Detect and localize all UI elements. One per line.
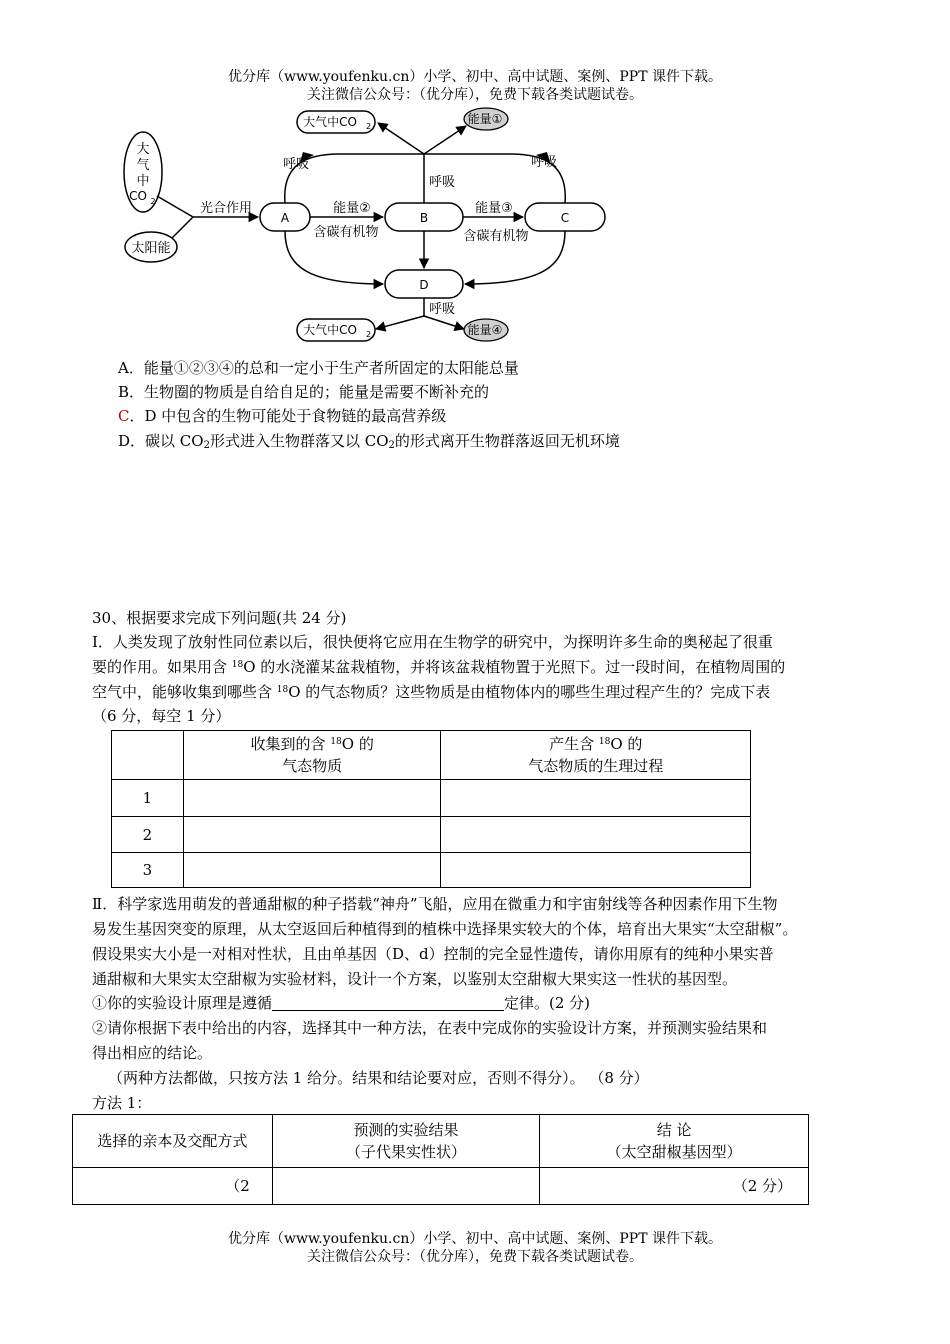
option-d-mid: 形式进入生物群落又以 CO xyxy=(209,432,389,450)
table2-header-result xyxy=(272,1115,540,1168)
table-18o xyxy=(111,730,751,888)
q30-part1-line2-sup: 18 xyxy=(231,660,244,670)
table2-header-result-line1: 预测的实验结果 xyxy=(353,1121,459,1139)
header-line-2: 关注微信公众号：（优分库），免费下载各类试题试卷。 xyxy=(307,87,643,103)
sun-label: 太阳能 xyxy=(131,241,171,256)
energy3-label: 能量③ xyxy=(475,201,513,216)
option-b: B．生物圈的物质是自给自足的；能量是需要不断补充的 xyxy=(118,383,490,401)
resp-center-label: 呼吸 xyxy=(428,175,456,190)
table1-col1-post: O 的 xyxy=(341,735,374,753)
table-row xyxy=(112,780,751,817)
q30-part1-line1: Ⅰ．人类发现了放射性同位素以后，很快便将它应用在生物学的研究中，为探明许多生命的奥秘起了很重 xyxy=(92,633,773,651)
table2-header-conclusion xyxy=(540,1115,809,1168)
table1-col1-pre: 收集到的含 xyxy=(250,735,331,753)
energy4-label: 能量④ xyxy=(467,323,503,337)
table1-row-number: 1 xyxy=(112,780,184,817)
table2-header-conclusion-line1: 结 论 xyxy=(656,1121,692,1139)
air-co2-label-2: 气 xyxy=(136,158,150,173)
co2-bottom-sub: 2 xyxy=(366,330,372,339)
table2-header-result-line2: （子代果实性状） xyxy=(346,1143,467,1161)
carbon-cycle-diagram xyxy=(0,100,950,350)
option-d-sub2: 2 xyxy=(388,440,395,451)
table1-answer-cell[interactable] xyxy=(441,817,751,853)
option-d xyxy=(118,431,620,451)
answer-blank[interactable] xyxy=(272,995,504,1011)
table1-row-number: 2 xyxy=(112,817,184,853)
table-row xyxy=(73,1168,809,1205)
node-b-label: B xyxy=(419,211,429,225)
q30-part1-line2-pre: 要的作用。如果用含 xyxy=(92,658,232,676)
table2-conclusion-cell[interactable]: （2 分） xyxy=(540,1168,809,1205)
carbon-organic-1-label: 含碳有机物 xyxy=(313,225,379,240)
table1-answer-cell[interactable] xyxy=(183,817,441,853)
table1-col1-line2: 气态物质 xyxy=(282,757,343,775)
air-co2-label-1: 大 xyxy=(136,142,150,157)
q30-part1-line3 xyxy=(92,682,770,702)
q30-part1-line4: （6 分，每空 1 分） xyxy=(92,707,231,725)
q30-part1-line3-sup: 18 xyxy=(276,685,289,695)
table1-corner xyxy=(112,731,184,780)
q30-q1 xyxy=(92,993,590,1013)
resp-left-label: 呼吸 xyxy=(282,157,310,172)
q30-q2-line1: ②请你根据下表中给出的内容，选择其中一种方法，在表中完成你的实验设计方案，并预测实验结果和 xyxy=(92,1019,768,1037)
q30-part2-line2: 易发生基因突变的原理，从太空返回后种植得到的植株中选择果实较大的个体，培育出大果实“太空甜椒”。 xyxy=(92,920,798,938)
table1-answer-cell[interactable] xyxy=(441,780,751,817)
air-co2-label-sub: 2 xyxy=(150,197,156,206)
table1-col2-pre: 产生含 xyxy=(549,735,599,753)
co2-top-sub: 2 xyxy=(366,122,372,131)
table1-answer-cell[interactable] xyxy=(441,853,751,888)
table2-header-parents: 选择的亲本及交配方式 xyxy=(73,1115,273,1168)
footer-line-1: 优分库（www.youfenku.cn）小学、初中、高中试题、案例、PPT 课件下载。 xyxy=(227,1231,722,1247)
node-d-label: D xyxy=(419,278,429,292)
energy2-label: 能量② xyxy=(333,201,371,216)
co2-top-label: 大气中CO xyxy=(303,115,357,129)
table1-header-substance xyxy=(183,731,441,780)
table2-parents-cell[interactable]: （2 xyxy=(73,1168,273,1205)
option-d-pre: D．碳以 CO xyxy=(118,432,204,450)
option-d-post: 的形式离开生物群落返回无机环境 xyxy=(394,432,620,450)
co2-bottom-label: 大气中CO xyxy=(303,323,357,337)
table1-col2-post: O 的 xyxy=(610,735,643,753)
table-method1 xyxy=(72,1114,809,1205)
q30-part1-line2 xyxy=(92,657,785,677)
table-row xyxy=(112,817,751,853)
table2-header-conclusion-line2: （太空甜椒基因型） xyxy=(606,1143,742,1161)
option-c-letter: C xyxy=(118,407,130,425)
table1-header-process xyxy=(441,731,751,780)
air-co2-label-4: CO xyxy=(129,189,147,203)
photosynthesis-label: 光合作用 xyxy=(199,201,253,216)
q30-part2-line3: 假设果实大小是一对相对性状，且由单基因（D、d）控制的完全显性遗传，请你用原有的纯种小果实普 xyxy=(92,945,774,963)
table1-col2-line2: 气态物质的生理过程 xyxy=(528,757,664,775)
table1-col2-sup: 18 xyxy=(598,737,611,747)
option-d-sub1: 2 xyxy=(203,440,210,451)
option-a: A．能量①②③④的总和一定小于生产者所固定的太阳能总量 xyxy=(118,359,519,377)
table1-row-number: 3 xyxy=(112,853,184,888)
carbon-organic-2-label: 含碳有机物 xyxy=(463,229,529,244)
q30-title: 30、根据要求完成下列问题(共 24 分) xyxy=(92,609,347,627)
q30-note: （两种方法都做，只按方法 1 给分。结果和结论要对应，否则不得分）。 （8 分） xyxy=(108,1069,649,1087)
table1-col1-sup: 18 xyxy=(330,737,342,747)
table1-answer-cell[interactable] xyxy=(183,780,441,817)
option-c xyxy=(118,406,446,426)
q30-q1-post: 定律。(2 分) xyxy=(504,994,591,1012)
resp-right-label: 呼吸 xyxy=(530,155,558,170)
table1-answer-cell[interactable] xyxy=(183,853,441,888)
q30-q1-pre: ①你的实验设计原理是遵循 xyxy=(92,994,273,1012)
q30-method1: 方法 1： xyxy=(92,1094,152,1112)
q30-part1-line3-post: O 的气态物质？这些物质是由植物体内的哪些生理过程产生的？完成下表 xyxy=(288,683,771,701)
footer-line-2: 关注微信公众号：（优分库），免费下载各类试题试卷。 xyxy=(307,1249,643,1265)
header-line-1: 优分库（www.youfenku.cn）小学、初中、高中试题、案例、PPT 课件下载。 xyxy=(227,69,722,85)
energy1-label: 能量① xyxy=(467,112,503,126)
option-c-text: ．D 中包含的生物可能处于食物链的最高营养级 xyxy=(129,407,447,425)
q30-part1-line2-post: O 的水浇灌某盆栽植物，并将该盆栽植物置于光照下。过一段时间，在植物周围的 xyxy=(243,658,786,676)
q30-part2-line1: Ⅱ．科学家选用萌发的普通甜椒的种子搭载“神舟”飞船，应用在微重力和宇宙射线等各种因素作用下生物 xyxy=(92,895,778,913)
q30-part2-line4: 通甜椒和大果实太空甜椒为实验材料，设计一个方案，以鉴别太空甜椒大果实这一性状的基因型。 xyxy=(92,970,738,988)
air-co2-label-3: 中 xyxy=(136,174,150,189)
node-a-label: A xyxy=(280,211,290,225)
node-c-label: C xyxy=(560,211,570,225)
q30-part1-line3-pre: 空气中，能够收集到哪些含 xyxy=(92,683,277,701)
resp-bottom-label: 呼吸 xyxy=(428,302,456,317)
table-row xyxy=(112,853,751,888)
q30-q2-line2: 得出相应的结论。 xyxy=(92,1044,213,1062)
table2-result-cell[interactable] xyxy=(272,1168,540,1205)
